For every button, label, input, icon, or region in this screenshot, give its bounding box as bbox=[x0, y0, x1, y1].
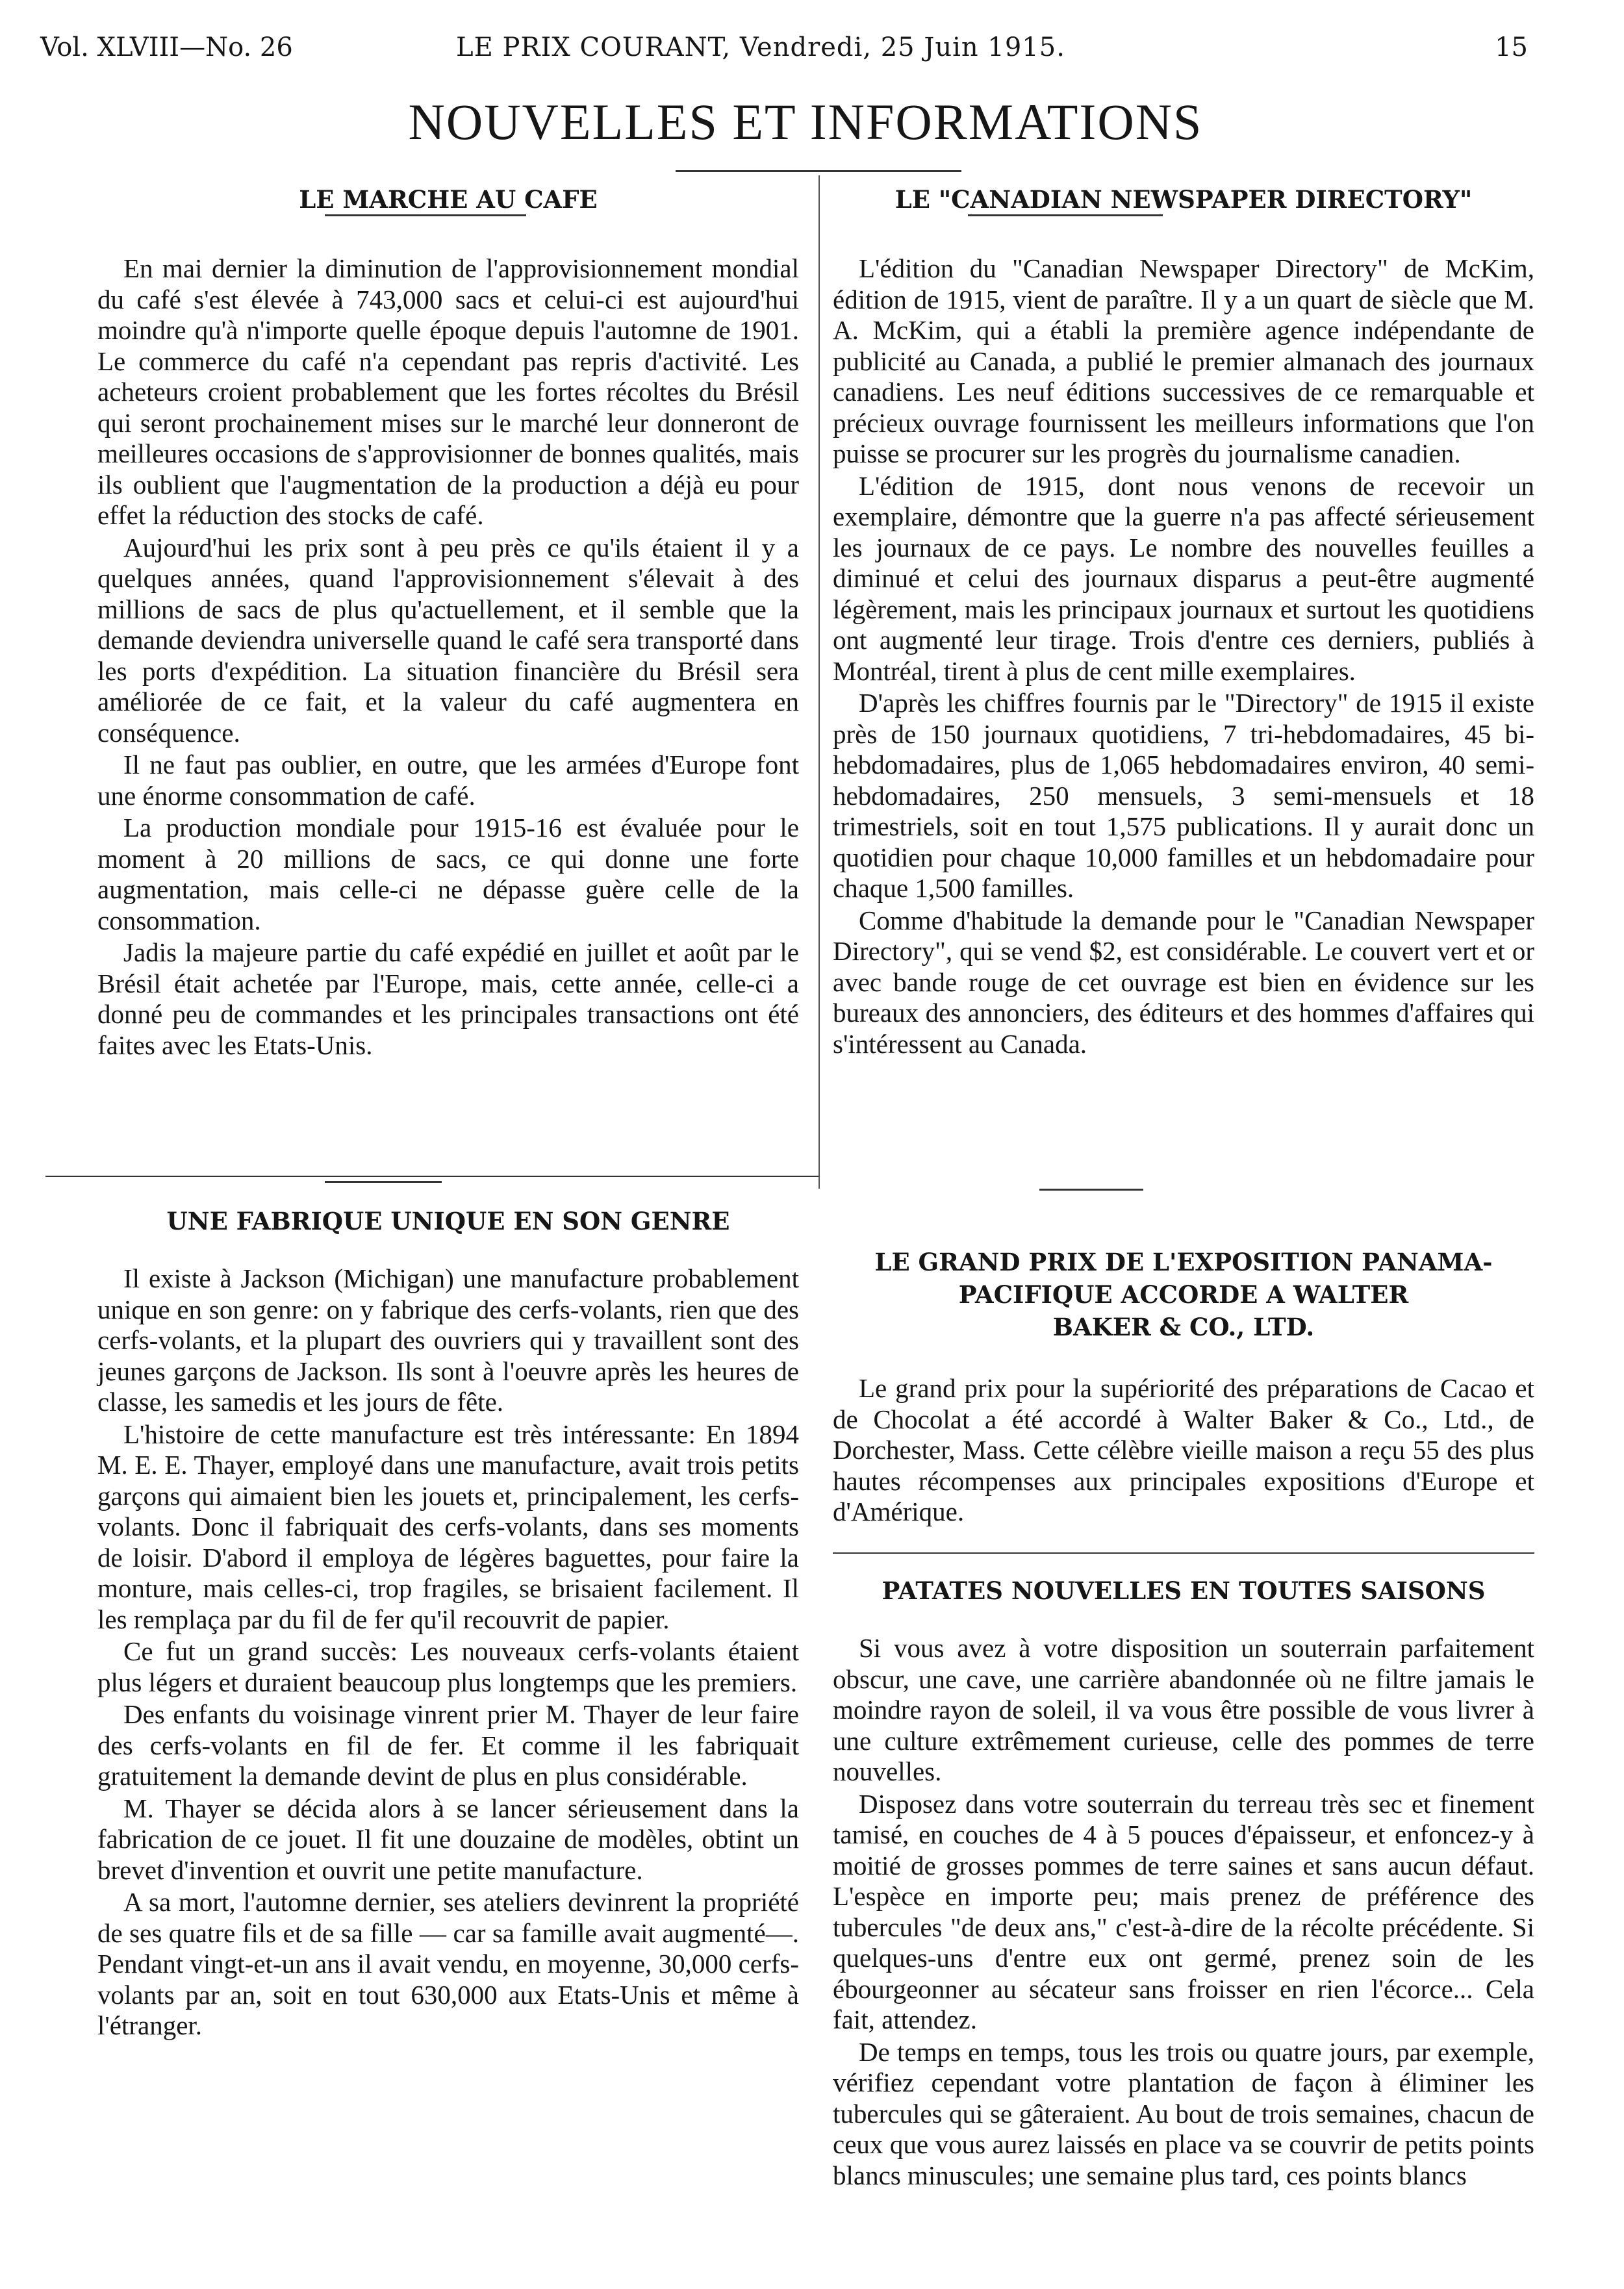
section-divider-right bbox=[833, 1552, 1534, 1554]
article-fabrique-unique bbox=[97, 1205, 799, 2043]
title-divider-rule bbox=[676, 170, 961, 172]
article-marche-au-cafe bbox=[97, 183, 799, 1062]
article-heading: UNE FABRIQUE UNIQUE EN SON GENRE bbox=[166, 1207, 730, 1235]
section-short-rule-right bbox=[1039, 1189, 1143, 1191]
article-paragraph: De temps en temps, tous les trois ou quatre jours, par exemple, vérifiez cependant votre plantation de façon à éliminer les tubercules qui se gâteraient. Au bout de trois semaines, chacun de ceux que vous aurez laissés en place va se couvrir de petits points blancs minuscules; une semaine plus tard, ces points blancs bbox=[833, 2036, 1534, 2190]
article-paragraph: La production mondiale pour 1915-16 est évaluée pour le moment à 20 millions de sacs, ce qui donne une forte augmentation, mais celle-ci ne dépasse guère celle de la consommation. bbox=[97, 813, 799, 935]
section-short-rule-left bbox=[325, 1181, 442, 1183]
article-heading: PATATES NOUVELLES EN TOUTES SAISONS bbox=[882, 1576, 1486, 1605]
article-grand-prix-panama bbox=[833, 1246, 1534, 1529]
article-paragraph: Disposez dans votre souterrain du terreau très sec et finement tamisé, en couches de 4 à 5 pouces d'épaisseur, et enfoncez-y à moitié de grosses pommes de terre saines et sans aucun défaut. L'espèce en importe peu; mais prenez de préférence des tubercules "de deux ans," c'est-à-dire de la récolte précédente. Si quelques-uns d'entre eux ont germé, prenez soin de les ébourgeonner au sécateur sans froisser en rien l'écorce... Cela fait, attendez. bbox=[833, 1788, 1534, 2034]
article-paragraph: M. Thayer se décida alors à se lancer sérieusement dans la fabrication de ce jouet. Il fit une douzaine de modèles, obtint un brevet d'invention et ouvrit une petite manufacture. bbox=[97, 1793, 799, 1885]
article-paragraph: Jadis la majeure partie du café expédié en juillet et août par le Brésil était achetée par l'Europe, mais, cette année, celle-ci a donné peu de commandes et les principales transactions ont été faites avec les Etats-Unis. bbox=[97, 937, 799, 1060]
article-paragraph: L'édition du "Canadian Newspaper Directory" de McKim, édition de 1915, vient de paraître. Il y a un quart de siècle que M. A. McKim, qui a établi la première agence indépendante de publicité au Canada, a publié le premier almanach des journaux canadiens. Les neuf éditions successives de ce remarquable et précieux ouvrage fournissent les meilleurs informations que l'on puisse se procurer sur les progrès du journalisme canadien. bbox=[833, 253, 1534, 468]
article-paragraph: Il ne faut pas oublier, en outre, que les armées d'Europe font une énorme consommation de café. bbox=[97, 750, 799, 811]
article-patates-nouvelles bbox=[833, 1574, 1534, 2192]
article-heading-line: LE GRAND PRIX DE L'EXPOSITION PANAMA- bbox=[874, 1248, 1493, 1276]
article-paragraph: Le grand prix pour la supériorité des préparations de Cacao et de Chocolat a été accordé à Walter Baker & Co., Ltd., de Dorchester, Mass. Cette célèbre vieille maison a reçu 55 des plus hautes récompenses aux principales expositions d'Europe et d'Amérique. bbox=[833, 1373, 1534, 1526]
article-paragraph: Aujourd'hui les prix sont à peu près ce qu'ils étaient il y a quelques années, quand l'approvisionnement s'élevait à des millions de sacs de plus qu'actuellement, et il semble que la demande deviendra universelle quand le café sera transporté dans les ports d'expédition. La situation financière du Brésil sera améliorée de ce fait, et la valeur du café augmentera en conséquence. bbox=[97, 532, 799, 748]
article-canadian-newspaper-directory bbox=[833, 183, 1534, 1061]
article-paragraph: Si vous avez à votre disposition un souterrain parfaitement obscur, une cave, une carrière abandonnée où ne filtre jamais le moindre rayon de soleil, il va vous être possible de vous livrer à une culture extrêmement curieuse, celle des pommes de terre nouvelles. bbox=[833, 1633, 1534, 1786]
article-heading-line: BAKER & CO., LTD. bbox=[1052, 1313, 1315, 1341]
article-paragraph: Des enfants du voisinage vinrent prier M. Thayer de leur faire des cerfs-volants en fil de fer. Et comme il les fabriquait gratuitement la demande devint de plus en plus considérable. bbox=[97, 1699, 799, 1791]
article-paragraph: Ce fut un grand succès: Les nouveaux cerfs-volants étaient plus légers et duraient beaucoup plus longtemps que les premiers. bbox=[97, 1636, 799, 1697]
page-number: 15 bbox=[1495, 32, 1528, 62]
article-paragraph: Il existe à Jackson (Michigan) une manufacture probablement unique en son genre: on y fabrique des cerfs-volants, rien que des cerfs-volants, et la plupart des ouvriers qui y travaillent sont des jeunes garçons de Jackson. Ils sont à l'oeuvre après les heures de classe, les samedis et les jours de fête. bbox=[97, 1263, 799, 1417]
page-title: NOUVELLES ET INFORMATIONS bbox=[408, 94, 1203, 150]
article-paragraph: L'histoire de cette manufacture est très intéressante: En 1894 M. E. E. Thayer, employé dans une manufacture, avait trois petits garçons qui aimaient bien les jouets et, principalement, les cerfs-volants. Donc il fabriquait des cerfs-volants, dans ses moments de loisir. D'abord il employa de légères baguettes, pour faire la monture, mais celles-ci, trop fragiles, se brisaient facilement. Il les remplaça par du fil de fer qu'il recouvrit de papier. bbox=[97, 1419, 799, 1634]
publication-line: LE PRIX COURANT, Vendredi, 25 Juin 1915. bbox=[456, 32, 1065, 62]
page-header bbox=[40, 29, 1528, 66]
article-paragraph: Comme d'habitude la demande pour le "Canadian Newspaper Directory", qui se vend $2, est considérable. Le couvert vert et or avec bande rouge de cet ouvrage est bien en évidence sur les bureaux des annonciers, des éditeurs et des hommes d'affaires qui s'intéressent au Canada. bbox=[833, 905, 1534, 1059]
article-paragraph: D'après les chiffres fournis par le "Directory" de 1915 il existe près de 150 journaux quotidiens, 7 tri-hebdomadaires, 45 bi-hebdomadaires, plus de 1,065 hebdomadaires environ, 40 semi-hebdomadaires, 250 mensuels, 3 semi-mensuels et 18 trimestriels, soit en tout 1,575 publications. Il y aurait donc un quotidien pour chaque 10,000 familles et un hebdomadaire pour chaque 1,500 familles. bbox=[833, 688, 1534, 903]
section-divider-left bbox=[45, 1176, 818, 1177]
article-paragraph: L'édition de 1915, dont nous venons de recevoir un exemplaire, démontre que la guerre n'a pas affecté sérieusement les journaux de ce pays. Le nombre des nouvelles feuilles a diminué et celui des journaux disparus a peut-être augmenté légèrement, mais les principaux journaux et surtout les quotidiens ont augmenté leur tirage. Trois d'entre ces derniers, publiés à Montréal, tirent à plus de cent mille exemplaires. bbox=[833, 470, 1534, 686]
column-divider bbox=[818, 175, 820, 1189]
article-heading: LE "CANADIAN NEWSPAPER DIRECTORY" bbox=[894, 185, 1473, 214]
article-heading: LE MARCHE AU CAFE bbox=[299, 185, 598, 214]
article-paragraph: A sa mort, l'automne dernier, ses ateliers devinrent la propriété de ses quatre fils et de sa fille — car sa famille avait augmenté—. Pendant vingt-et-un ans il avait vendu, en moyenne, 30,000 cerfs-volants par an, soit en tout 630,000 aux Etats-Unis et même à l'étranger. bbox=[97, 1887, 799, 2040]
volume-number: Vol. XLVIII—No. 26 bbox=[40, 32, 293, 62]
article-heading-line: PACIFIQUE ACCORDE A WALTER bbox=[958, 1280, 1409, 1309]
article-paragraph: En mai dernier la diminution de l'approvisionnement mondial du café s'est élevée à 743,000 sacs et celui-ci est aujourd'hui moindre qu'à n'importe quelle époque depuis l'automne de 1901. Le commerce du café n'a cependant pas repris d'activité. Les acheteurs croient probablement que les fortes récoltes du Brésil qui seront prochainement mises sur le marché leur donneront de meilleures occasions de s'approvisionner de bonnes qualités, mais ils oublient que l'augmentation de la production a déjà eu pour effet la réduction des stocks de café. bbox=[97, 253, 799, 530]
